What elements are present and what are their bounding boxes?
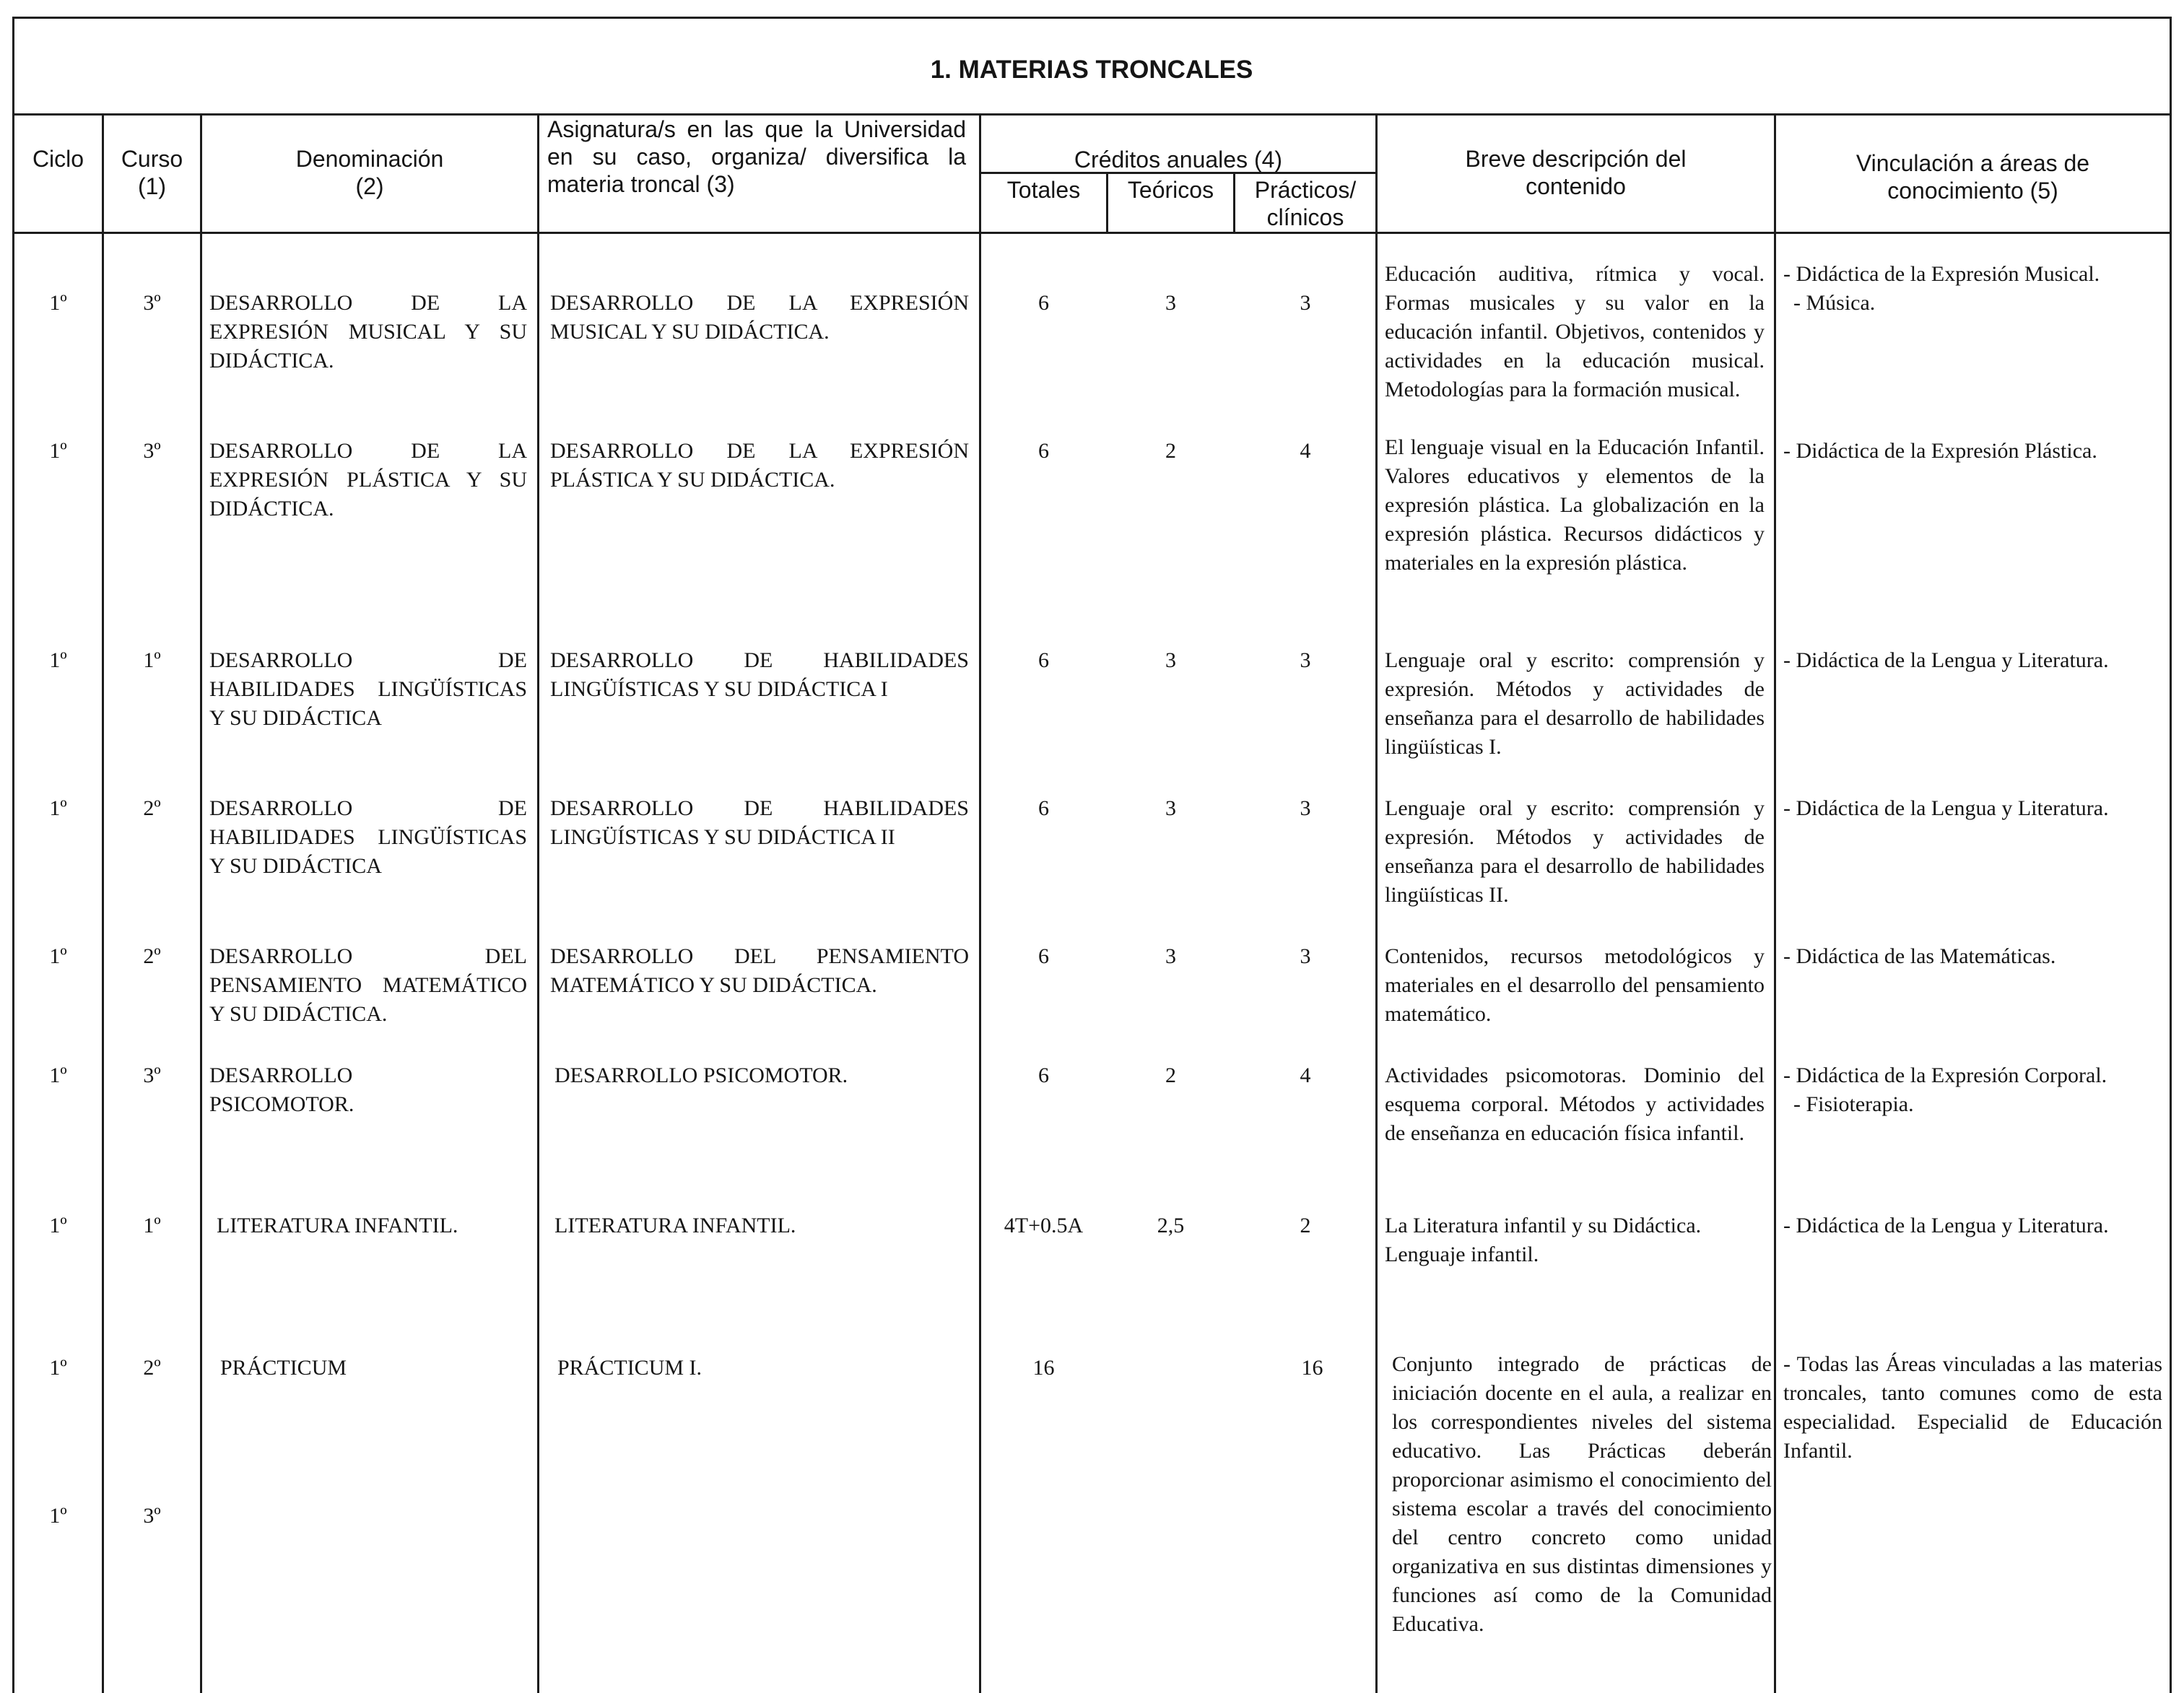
row-2-curso: 3º (143, 439, 161, 463)
row-5-ciclo: 1º (49, 944, 67, 968)
col-divider-curso (200, 113, 202, 1693)
row-5-practicos: 3 (1300, 944, 1311, 968)
row-4-teoricos: 3 (1165, 796, 1176, 820)
header-descripcion: Breve descripción del contenido (1465, 146, 1687, 199)
header-creditos: Créditos anuales (4) (1074, 147, 1283, 173)
header-teoricos: Teóricos (1127, 177, 1214, 203)
row-3-descripcion: Lenguaje oral y escrito: comprensión y expresión. Métodos y actividades de enseñanza para el desarrollo de habilidades lingüísticas I. (1385, 648, 1765, 759)
row-2-vinculacion: - Didáctica de la Expresión Plástica. (1783, 439, 2097, 463)
header-curso: Curso (1) (121, 146, 183, 199)
table-title: 1. MATERIAS TRONCALES (930, 56, 1253, 84)
table-border-right (2170, 17, 2172, 1693)
row-1-practicos: 3 (1300, 291, 1311, 315)
row-8-vinculacion: - Todas las Áreas vinculadas a las materias troncales, tanto comunes como de esta especialidad. Especialid de Educación Infantil. (1783, 1352, 2162, 1463)
row-6-descripcion: Actividades psicomotoras. Dominio del esquema corporal. Métodos y actividades de enseñanza en educación física infantil. (1385, 1063, 1765, 1145)
row-6-curso: 3º (143, 1063, 161, 1087)
row-4-descripcion: Lenguaje oral y escrito: comprensión y expresión. Métodos y actividades de enseñanza para el desarrollo de habilidades lingüísticas II. (1385, 796, 1765, 907)
header-vinculacion: Vinculación a áreas de conocimiento (5) (1855, 150, 2090, 204)
row-7-ciclo: 1º (49, 1214, 67, 1237)
row-2-denominacion: DESARROLLO DE LA EXPRESIÓN PLÁSTICA Y SU DIDÁCTICA. (209, 439, 527, 521)
row-6-totales: 6 (1038, 1063, 1049, 1087)
row-2-teoricos: 2 (1165, 439, 1176, 463)
row-4-denominacion: DESARROLLO DE HABILIDADES LINGÜÍSTICAS Y SU DIDÁCTICA (209, 796, 527, 878)
row-7-totales: 4T+0.5A (1004, 1214, 1084, 1237)
row-3-denominacion: DESARROLLO DE HABILIDADES LINGÜÍSTICAS Y SU DIDÁCTICA (209, 648, 527, 730)
row-7-curso: 1º (143, 1214, 161, 1237)
header-practicos: Prácticos/ clínicos (1254, 177, 1357, 230)
header-totales: Totales (1006, 177, 1081, 203)
row-5-totales: 6 (1038, 944, 1049, 968)
col-divider-creditos (1375, 113, 1378, 1693)
row-1-vinculacion: - Didáctica de la Expresión Musical. - Música. (1783, 262, 2100, 315)
row-2-ciclo: 1º (49, 439, 67, 463)
row-6-teoricos: 2 (1165, 1063, 1176, 1087)
table-border-top (12, 17, 2171, 19)
col-divider-asignatura (979, 113, 981, 1693)
row-8-curso: 2º (143, 1356, 161, 1380)
row-3-teoricos: 3 (1165, 648, 1176, 672)
title-divider (12, 113, 2171, 116)
row-9-ciclo: 1º (49, 1504, 67, 1528)
row-8-asignatura: PRÁCTICUM I. (557, 1356, 702, 1380)
row-5-vinculacion: - Didáctica de las Matemáticas. (1783, 944, 2056, 968)
row-3-asignatura: DESARROLLO DE HABILIDADES LINGÜÍSTICAS Y SU DIDÁCTICA I (550, 648, 969, 701)
row-3-curso: 1º (143, 648, 161, 672)
row-2-practicos: 4 (1300, 439, 1311, 463)
header-bottom-rule (12, 232, 2171, 234)
row-4-practicos: 3 (1300, 796, 1311, 820)
row-7-vinculacion: - Didáctica de la Lengua y Literatura. (1783, 1214, 2109, 1237)
col-divider-descripcion (1774, 113, 1776, 1693)
row-4-ciclo: 1º (49, 796, 67, 820)
row-6-ciclo: 1º (49, 1063, 67, 1087)
row-5-curso: 2º (143, 944, 161, 968)
row-1-curso: 3º (143, 291, 161, 315)
row-6-practicos: 4 (1300, 1063, 1311, 1087)
row-3-practicos: 3 (1300, 648, 1311, 672)
row-2-asignatura: DESARROLLO DE LA EXPRESIÓN PLÁSTICA Y SU DIDÁCTICA. (550, 439, 969, 492)
row-6-vinculacion: - Didáctica de la Expresión Corporal. - Fisioterapia. (1783, 1063, 2107, 1116)
col-divider-ciclo (102, 113, 104, 1693)
row-1-denominacion: DESARROLLO DE LA EXPRESIÓN MUSICAL Y SU DIDÁCTICA. (209, 291, 527, 373)
row-6-asignatura: DESARROLLO PSICOMOTOR. (554, 1063, 848, 1087)
row-7-denominacion: LITERATURA INFANTIL. (217, 1214, 458, 1237)
row-7-teoricos: 2,5 (1157, 1214, 1185, 1237)
row-4-asignatura: DESARROLLO DE HABILIDADES LINGÜÍSTICAS Y SU DIDÁCTICA II (550, 796, 969, 849)
row-9-curso: 3º (143, 1504, 161, 1528)
row-8-totales: 16 (1032, 1356, 1055, 1380)
row-3-vinculacion: - Didáctica de la Lengua y Literatura. (1783, 648, 2109, 672)
row-7-descripcion: La Literatura infantil y su Didáctica. Lenguaje infantil. (1385, 1214, 1702, 1266)
row-3-totales: 6 (1038, 648, 1049, 672)
header-denominacion: Denominación (2) (295, 146, 444, 199)
row-8-denominacion: PRÁCTICUM (220, 1356, 347, 1380)
row-3-ciclo: 1º (49, 648, 67, 672)
row-8-descripcion: Conjunto integrado de prácticas de iniciación docente en el aula, a realizar en los correspondientes niveles del sistema educativo. Las Prácticas deberán proporcionar asimismo el conocimiento del sistema escolar a través del conocimiento del centro concreto como unidad organizativa en sus distintas dimensiones y funciones así como de la Comunidad Educativa. (1392, 1352, 1772, 1636)
row-7-asignatura: LITERATURA INFANTIL. (554, 1214, 796, 1237)
header-asignatura: Asignatura/s en las que la Universidad en su caso, organiza/ diversifica la materia troncal (3) (547, 116, 966, 197)
row-1-totales: 6 (1038, 291, 1049, 315)
row-5-denominacion: DESARROLLO DEL PENSAMIENTO MATEMÁTICO Y SU DIDÁCTICA. (209, 944, 527, 1026)
row-5-teoricos: 3 (1165, 944, 1176, 968)
table-border-left (12, 17, 14, 1693)
row-1-asignatura: DESARROLLO DE LA EXPRESIÓN MUSICAL Y SU DIDÁCTICA. (550, 291, 969, 344)
row-4-vinculacion: - Didáctica de la Lengua y Literatura. (1783, 796, 2109, 820)
col-divider-denominacion (537, 113, 539, 1693)
row-5-descripcion: Contenidos, recursos metodológicos y materiales en el desarrollo del pensamiento matemático. (1385, 944, 1765, 1026)
row-2-totales: 6 (1038, 439, 1049, 463)
row-1-ciclo: 1º (49, 291, 67, 315)
row-7-practicos: 2 (1300, 1214, 1311, 1237)
row-4-totales: 6 (1038, 796, 1049, 820)
row-8-ciclo: 1º (49, 1356, 67, 1380)
row-8-practicos: 16 (1301, 1356, 1323, 1380)
row-1-teoricos: 3 (1165, 291, 1176, 315)
header-ciclo: Ciclo (32, 146, 84, 172)
row-1-descripcion: Educación auditiva, rítmica y vocal. Formas musicales y su valor en la educación infantil. Objetivos, contenidos y actividades en la educación musical. Metodologías para la formación musical. (1385, 262, 1765, 401)
row-6-denominacion: DESARROLLO PSICOMOTOR. (209, 1063, 354, 1116)
row-5-asignatura: DESARROLLO DEL PENSAMIENTO MATEMÁTICO Y SU DIDÁCTICA. (550, 944, 969, 997)
row-4-curso: 2º (143, 796, 161, 820)
row-2-descripcion: El lenguaje visual en la Educación Infantil. Valores educativos y elementos de la expresión plástica. La globalización en la expresión plástica. Recursos didácticos y materiales en la expresión plástica. (1385, 435, 1765, 575)
